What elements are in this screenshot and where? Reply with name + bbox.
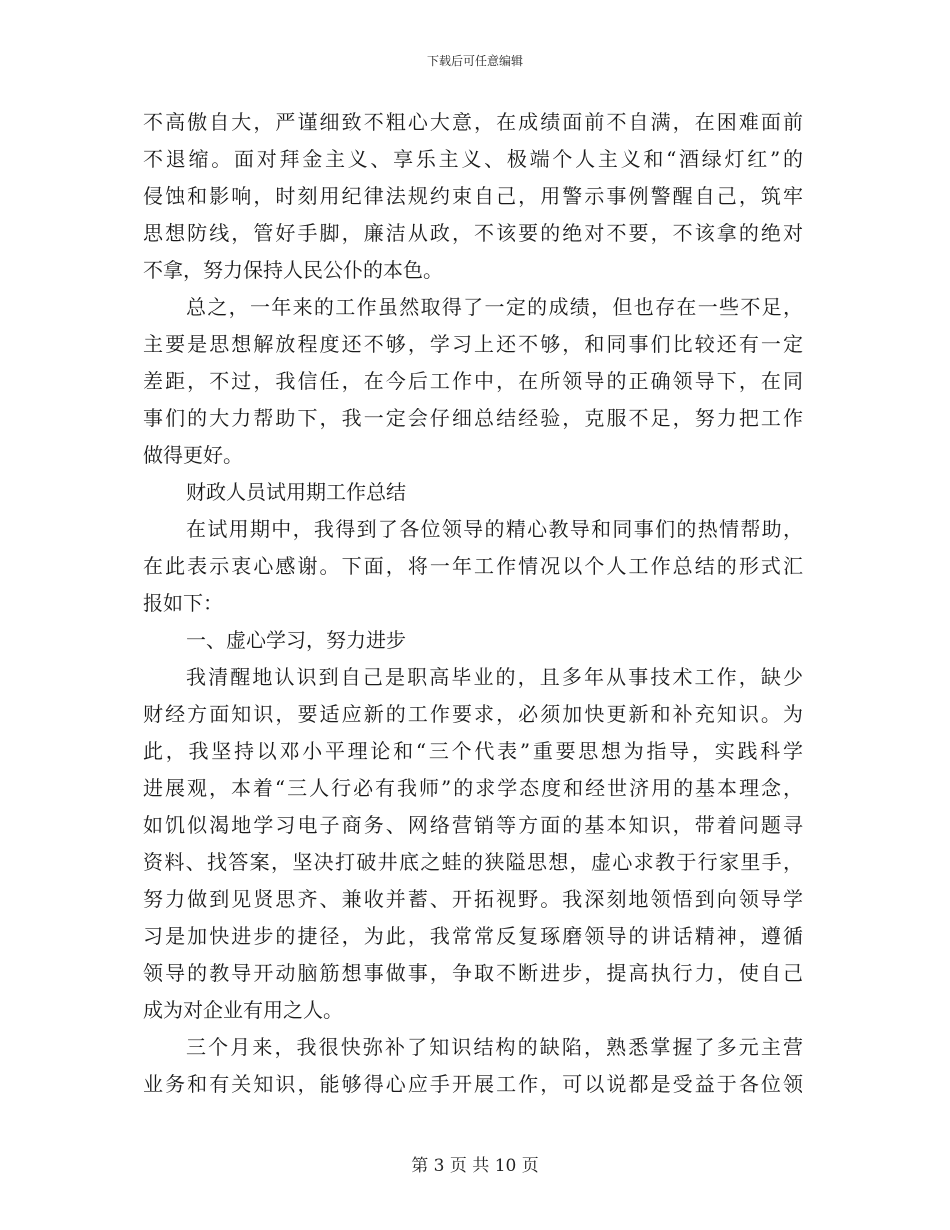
text-line: 领导的教导开动脑筋想事做事，争取不断进步，提高执行力，使自己	[143, 961, 803, 985]
text-line: 报如下：	[143, 591, 223, 615]
text-line: 不退缩。面对拜金主义、享乐主义、极端个人主义和“酒绿灯红”的	[143, 147, 803, 171]
text-line: 主要是思想解放程度还不够，学习上还不够，和同事们比较还有一定	[143, 332, 803, 356]
text-line: 此，我坚持以邓小平理论和“三个代表”重要思想为指导，实践科学	[143, 739, 803, 763]
text-line: 不拿，努力保持人民公仆的本色。	[143, 258, 443, 282]
text-line: 三个月来，我很快弥补了知识结构的缺陷，熟悉掌握了多元主营	[186, 1035, 803, 1059]
text-line: 成为对企业有用之人。	[143, 998, 343, 1022]
text-line: 习是加快进步的捷径，为此，我常常反复琢磨领导的讲话精神，遵循	[143, 924, 803, 948]
text-line: 在此表示衷心感谢。下面，将一年工作情况以个人工作总结的形式汇	[143, 554, 803, 578]
text-line: 思想防线，管好手脚，廉洁从政，不该要的绝对不要，不该拿的绝对	[143, 221, 803, 245]
text-line: 我清醒地认识到自己是职高毕业的，且多年从事技术工作，缺少	[186, 665, 803, 689]
document-body	[143, 104, 803, 1103]
text-line: 侵蚀和影响，时刻用纪律法规约束自己，用警示事例警醒自己，筑牢	[143, 184, 803, 208]
text-line: 做得更好。	[143, 443, 243, 467]
text-line: 进展观，本着“三人行必有我师”的求学态度和经世济用的基本理念，	[143, 776, 803, 800]
text-line: 差距，不过，我信任，在今后工作中，在所领导的正确领导下，在同	[143, 369, 803, 393]
text-line: 不高傲自大，严谨细致不粗心大意，在成绩面前不自满，在困难面前	[143, 110, 803, 134]
text-line: 资料、找答案，坚决打破井底之蛙的狭隘思想，虚心求教于行家里手，	[143, 850, 803, 874]
text-line: 努力做到见贤思齐、兼收并蓄、开拓视野。我深刻地领悟到向领导学	[143, 887, 803, 911]
text-line: 在试用期中，我得到了各位领导的精心教导和同事们的热情帮助，	[186, 517, 803, 541]
page-header: 下载后可任意编辑	[426, 54, 523, 68]
text-line: 如饥似渴地学习电子商务、网络营销等方面的基本知识，带着问题寻	[143, 813, 803, 837]
section-heading: 一、虚心学习，努力进步	[186, 628, 406, 652]
text-line: 业务和有关知识，能够得心应手开展工作，可以说都是受益于各位领	[143, 1072, 803, 1096]
page-footer: 第 3 页 共 10 页	[411, 1156, 539, 1176]
text-line: 财经方面知识，要适应新的工作要求，必须加快更新和补充知识。为	[143, 702, 803, 726]
section-title: 财政人员试用期工作总结	[186, 480, 406, 504]
text-line: 总之，一年来的工作虽然取得了一定的成绩，但也存在一些不足，	[186, 295, 803, 319]
text-line: 事们的大力帮助下，我一定会仔细总结经验，克服不足，努力把工作	[143, 406, 803, 430]
